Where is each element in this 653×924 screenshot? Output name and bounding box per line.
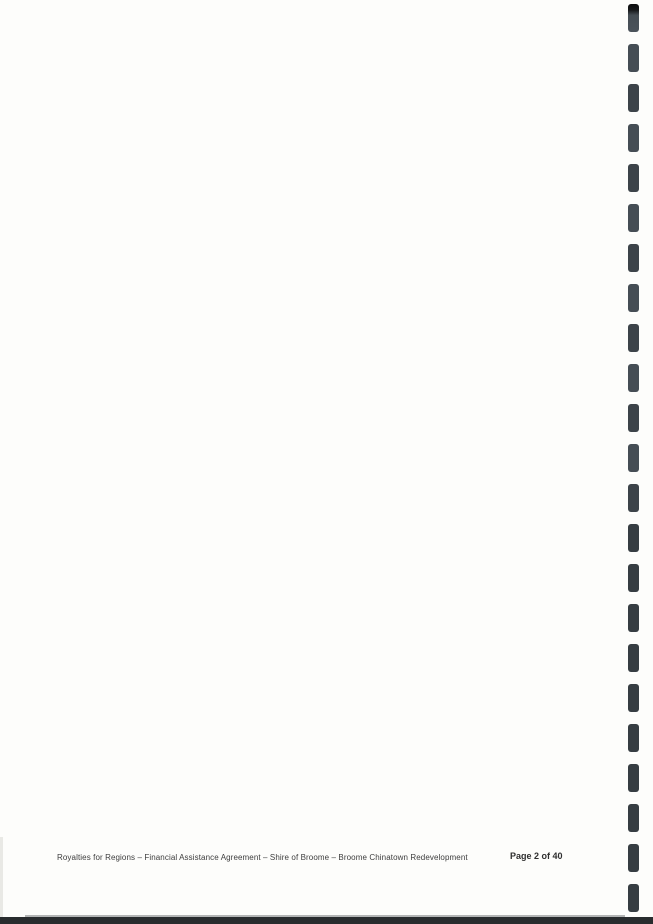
binding-mark bbox=[628, 364, 639, 392]
binding-mark bbox=[628, 484, 639, 512]
binding-mark bbox=[628, 444, 639, 472]
binding-mark bbox=[628, 844, 639, 872]
scan-bottom-edge-bar bbox=[0, 917, 653, 924]
binding-mark bbox=[628, 804, 639, 832]
binding-mark bbox=[628, 44, 639, 72]
binding-mark bbox=[628, 324, 639, 352]
binding-mark bbox=[628, 884, 639, 912]
footer-page-number: Page 2 of 40 bbox=[510, 851, 563, 861]
binding-mark bbox=[628, 84, 639, 112]
binding-mark bbox=[628, 284, 639, 312]
footer-document-title: Royalties for Regions – Financial Assistance Agreement – Shire of Broome – Broome Chinatown Redevelopment bbox=[57, 853, 468, 862]
binding-mark bbox=[628, 204, 639, 232]
binding-mark bbox=[628, 764, 639, 792]
binding-mark bbox=[628, 724, 639, 752]
binding-mark bbox=[628, 564, 639, 592]
page-footer bbox=[57, 851, 600, 865]
binding-mark bbox=[628, 604, 639, 632]
binding-mark bbox=[628, 404, 639, 432]
toc-entry bbox=[57, 823, 600, 837]
binding-mark bbox=[628, 4, 639, 32]
binding-mark bbox=[628, 164, 639, 192]
binding-mark bbox=[628, 124, 639, 152]
binding-mark bbox=[628, 244, 639, 272]
binding-mark bbox=[628, 524, 639, 552]
binding-mark bbox=[628, 684, 639, 712]
binding-mark bbox=[628, 644, 639, 672]
